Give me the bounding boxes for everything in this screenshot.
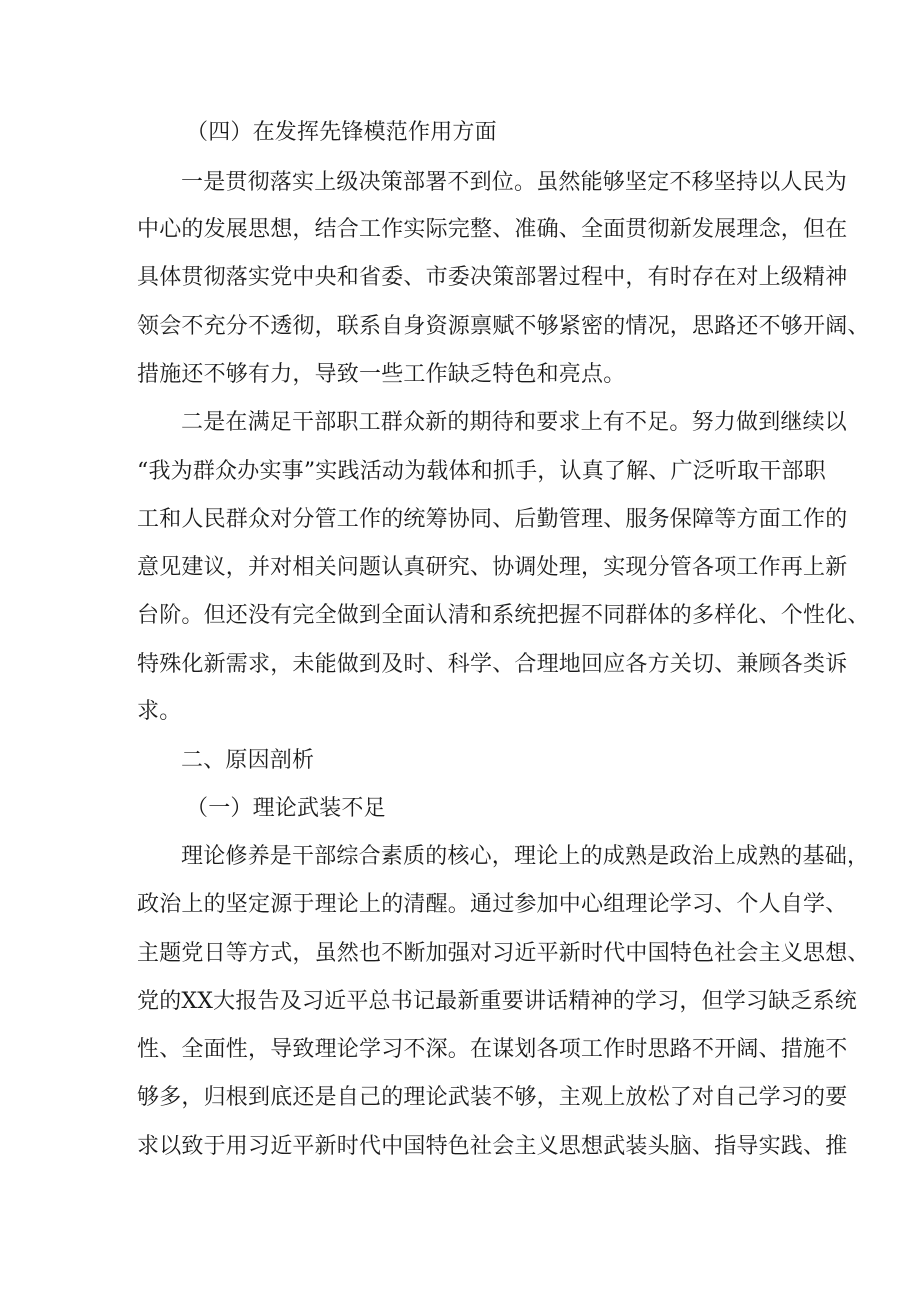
- paragraph-line: 意见建议，并对相关问题认真研究、协调处理，实现分管各项工作再上新: [137, 555, 848, 580]
- paragraph-line: 性、全面性，导致理论学习不深。在谋划各项工作时思路不开阔、措施不: [137, 1037, 848, 1062]
- paragraph-line: 政治上的坚定源于理论上的清醒。通过参加中心组理论学习、个人自学、: [137, 892, 848, 917]
- paragraph-line: 主题党日等方式，虽然也不断加强对习近平新时代中国特色社会主义思想、: [137, 941, 870, 966]
- paragraph-line: 措施还不够有力，导致一些工作缺乏特色和亮点。: [137, 362, 626, 387]
- paragraph-line: 特殊化新需求，未能做到及时、科学、合理地回应各方关切、兼顾各类诉: [137, 652, 848, 677]
- paragraph-line: 中心的发展思想，结合工作实际完整、准确、全面贯彻新发展理念，但在: [137, 217, 848, 242]
- paragraph-line: 台阶。但还没有完全做到全面认清和系统把握不同群体的多样化、个性化、: [137, 603, 870, 628]
- paragraph-line: 党的XX大报告及习近平总书记最新重要讲话精神的学习，但学习缺乏系统: [137, 989, 857, 1014]
- paragraph-line: 够多，归根到底还是自己的理论武装不够，主观上放松了对自己学习的要: [137, 1085, 848, 1110]
- section-heading-1: （一）理论武装不足: [186, 796, 386, 821]
- paragraph-line: 工和人民群众对分管工作的统筹协同、后勤管理、服务保障等方面工作的: [137, 507, 848, 532]
- paragraph-line: 具体贯彻落实党中央和省委、市委决策部署过程中，有时存在对上级精神: [137, 265, 848, 290]
- paragraph-line: 领会不充分不透彻，联系自身资源禀赋不够紧密的情况，思路还不够开阔、: [137, 314, 870, 339]
- paragraph-line: 求以致于用习近平新时代中国特色社会主义思想武装头脑、指导实践、推: [137, 1134, 848, 1159]
- section-heading-2: 二、原因剖析: [181, 748, 315, 773]
- paragraph-line: “我为群众办实事”实践活动为载体和抓手，认真了解、广泛听取干部职: [137, 459, 826, 484]
- paragraph-line: 二是在满足干部职工群众新的期待和要求上有不足。努力做到继续以: [181, 410, 848, 435]
- paragraph-line: 理论修养是干部综合素质的核心，理论上的成熟是政治上成熟的基础，: [181, 844, 870, 869]
- paragraph-line: 求。: [137, 699, 182, 724]
- section-heading-4: （四）在发挥先锋模范作用方面: [186, 120, 497, 145]
- paragraph-line: 一是贯彻落实上级决策部署不到位。虽然能够坚定不移坚持以人民为: [181, 170, 848, 195]
